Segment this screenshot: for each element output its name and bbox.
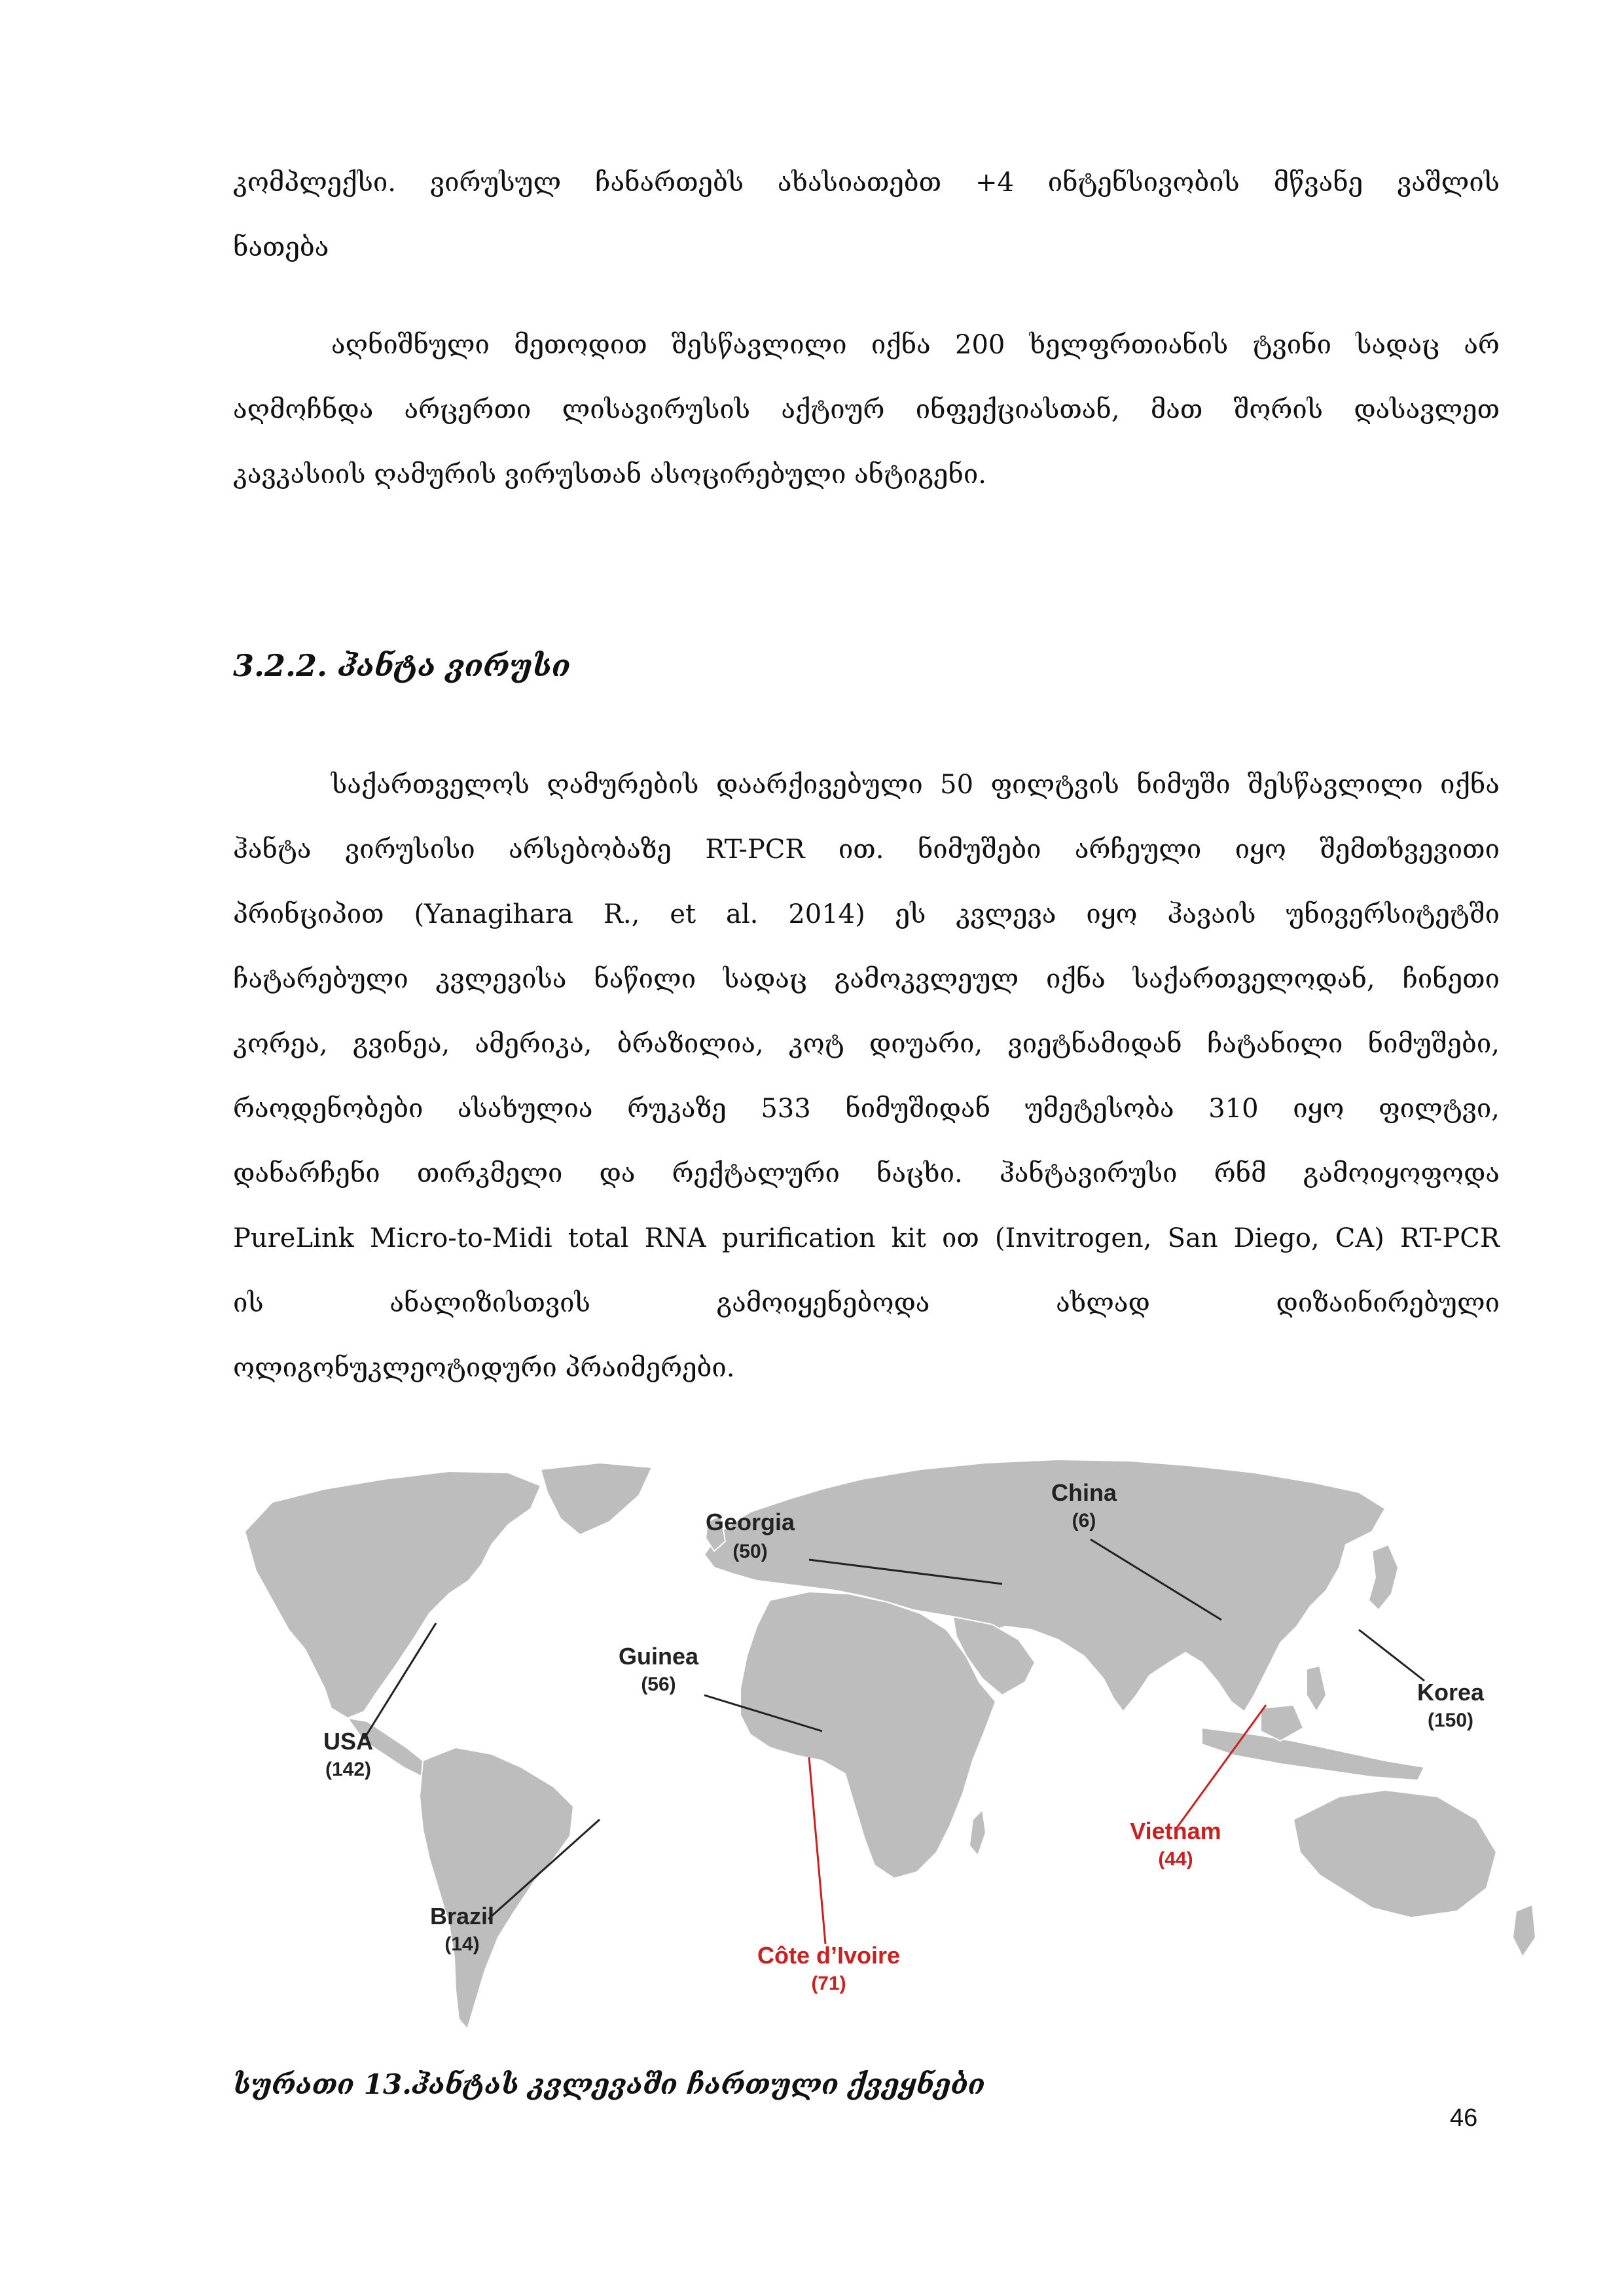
south-america-landmass (420, 1748, 573, 2029)
text-line: კორეა, გვინეა, ამერიკა, ბრაზილია, კოტ დიუარი, ვიეტნამიდან ჩატანილი ნიმუშები, (233, 1029, 1500, 1059)
brazil-count: (14) (444, 1933, 480, 1955)
north-america-landmass (245, 1471, 541, 1718)
korea-label: Korea (1416, 1679, 1485, 1706)
guinea-label: Guinea (618, 1643, 699, 1670)
madagascar-landmass (969, 1810, 986, 1856)
vietnam-label: Vietnam (1130, 1818, 1221, 1844)
china-count: (6) (1072, 1510, 1096, 1532)
text-line: რაოდენობები ასახულია რუკაზე 533 ნიმუშიდან უმეტესობა 310 იყო ფილტვი, (233, 1094, 1500, 1124)
world-map (233, 1453, 1536, 2049)
australia-landmass (1293, 1790, 1496, 1918)
philippines-landmass (1307, 1666, 1326, 1712)
japan-landmass (1369, 1545, 1398, 1610)
section-heading: 3.2.2. ჰანტა ვირუსი (233, 648, 571, 683)
guinea-count: (56) (641, 1674, 676, 1695)
georgia-count: (50) (732, 1541, 768, 1562)
cote-divoire-count: (71) (811, 1973, 846, 1994)
china-label: China (1051, 1479, 1117, 1506)
text-line: დანარჩენი თირკმელი და რექტალური ნაცხი. ჰანტავირუსი რნმ გამოიყოფოდა (233, 1158, 1500, 1189)
paragraph-1 (233, 313, 1500, 507)
new-zealand-landmass (1513, 1905, 1536, 1957)
text-line: კავკასიის ღამურის ვირუსთან ასოცირებული ანტიგენი. (233, 459, 986, 490)
usa-count: (142) (325, 1759, 372, 1780)
text-line: ჩატარებული კვლევისა ნაწილი სადაც გამოკვლეულ იქნა საქართველოდან, ჩინეთი (233, 964, 1500, 994)
indonesia-landmass (1202, 1728, 1424, 1780)
text-line: აღმოჩნდა არცერთი ლისავირუსის აქტიურ ინფექციასთან, მათ შორის დასავლეთ (233, 395, 1500, 425)
text-line: ჰანტა ვირუსისი არსებობაზე RT-PCR ით. ნიმუშები არჩეული იყო შემთხვევითი (233, 834, 1500, 865)
georgia-label: Georgia (705, 1509, 795, 1535)
figure-caption: სურათი 13.ჰანტას კვლევაში ჩართული ქვეყნები (233, 2068, 985, 2100)
intro-paragraph (233, 151, 1500, 280)
cote-divoire-leader-line (809, 1757, 825, 1944)
cote-divoire-label: Côte d’Ivoire (757, 1942, 901, 1969)
greenland-landmass (541, 1463, 652, 1535)
paragraph-2 (233, 753, 1500, 1401)
text-line: ის ანალიზისთვის გამოიყენებოდა ახლად დიზაინირებული (233, 1288, 1500, 1318)
korea-count: (150) (1427, 1710, 1474, 1731)
vietnam-count: (44) (1158, 1848, 1193, 1870)
page-number: 46 (1450, 2104, 1478, 2132)
text-line: ნათება (233, 232, 329, 262)
text-line: აღნიშნული მეთოდით შესწავლილი იქნა 200 ხელფრთიანის ტვინი სადაც არ (331, 330, 1500, 360)
vietnam-leader-line (1176, 1705, 1266, 1829)
text-line: PureLink Micro-to-Midi total RNA purification kit ით (Invitrogen, San Diego, CA) RT-PCR (233, 1223, 1500, 1253)
usa-label: USA (323, 1728, 374, 1755)
text-line: კომპლექსი. ვირუსულ ჩანართებს ახასიათებთ +4 ინტენსივობის მწვანე ვაშლის (233, 168, 1500, 198)
text-line: პრინციპით (Yanagihara R., et al. 2014) ეს კვლევა იყო ჰავაის უნივერსიტეტში (233, 899, 1500, 929)
text-line: ოლიგონუკლეოტიდური პრაიმერები. (233, 1353, 735, 1383)
borneo-landmass (1261, 1705, 1303, 1741)
brazil-label: Brazil (429, 1903, 495, 1929)
korea-leader-line (1359, 1630, 1424, 1681)
text-line: საქართველოს ღამურების დაარქივებული 50 ფილტვის ნიმუში შესწავლილი იქნა (331, 770, 1500, 800)
